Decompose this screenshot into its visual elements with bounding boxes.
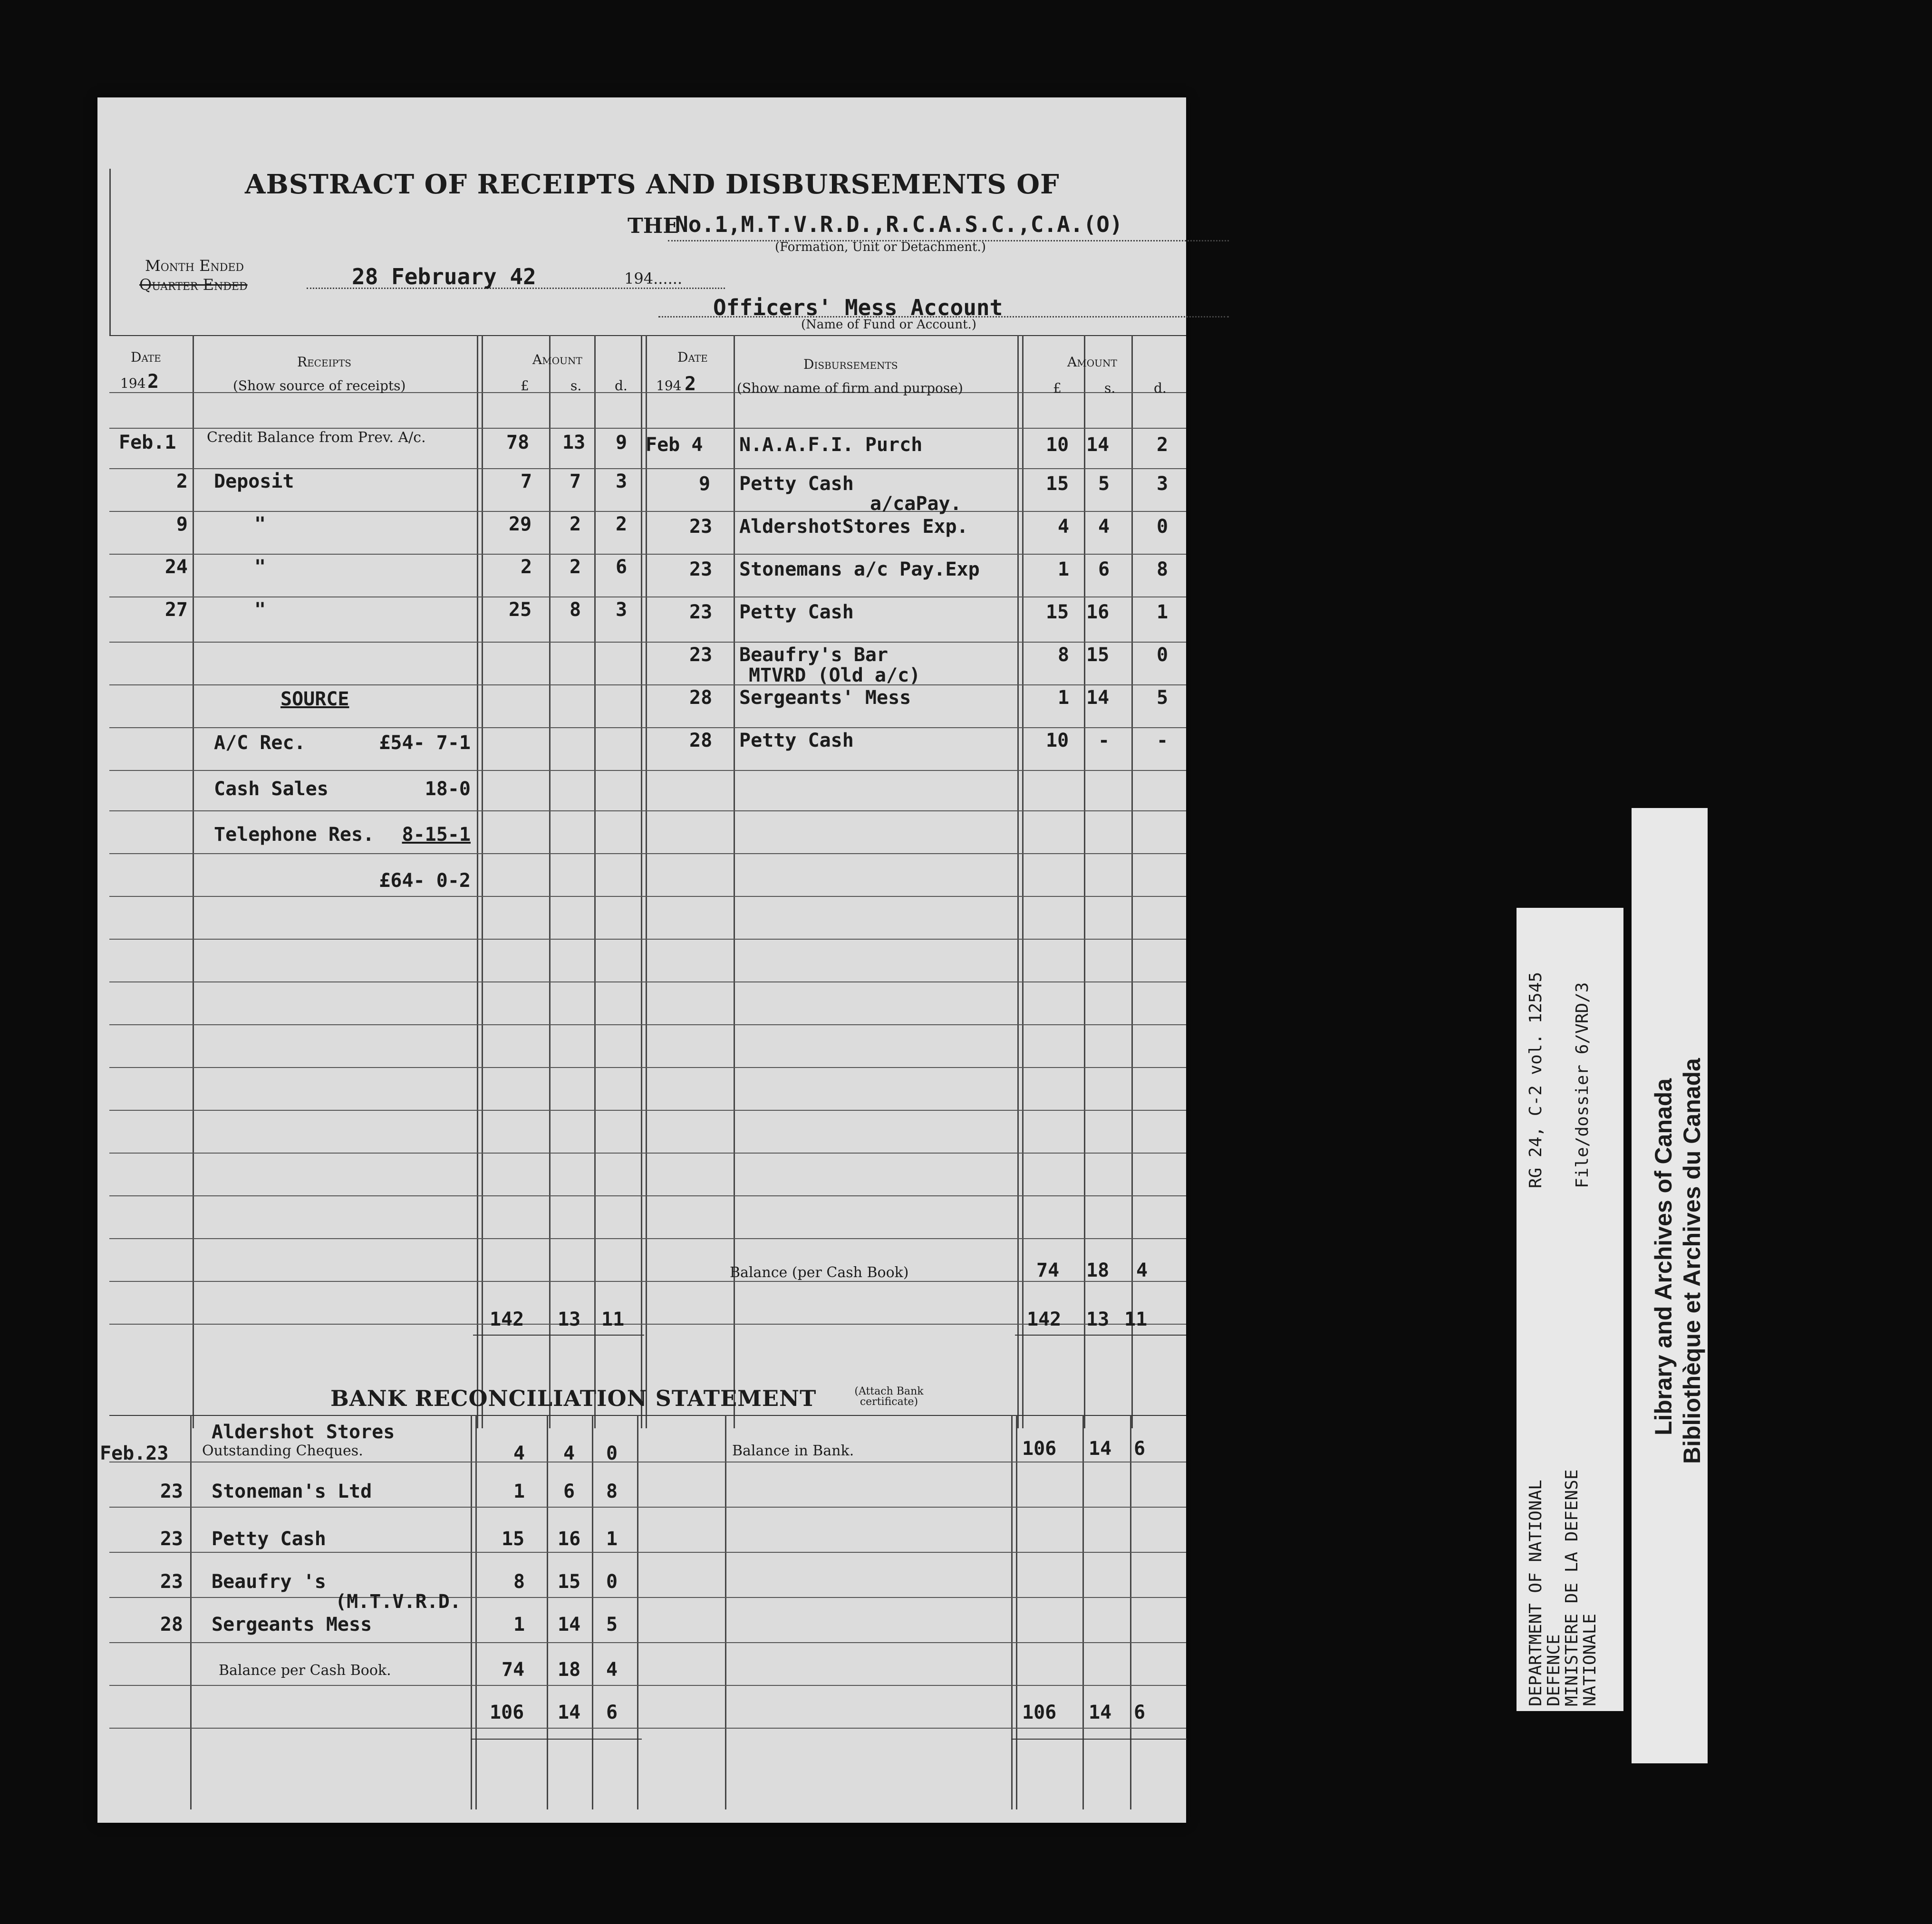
receipt-pounds: 7: [521, 471, 532, 492]
disb-total-pounds: 142: [1027, 1308, 1062, 1330]
receipt-desc: Deposit: [214, 471, 294, 492]
source-total: £64- 0-2: [379, 870, 471, 892]
disb-shillings: 5: [1098, 473, 1110, 495]
account-caption: (Name of Fund or Account.): [801, 317, 976, 332]
year-prefix-left: 194: [120, 375, 146, 391]
disb-pence: 0: [1157, 644, 1169, 666]
bank-row-pence: 5: [606, 1614, 618, 1635]
receipts-total-pounds: 142: [490, 1308, 524, 1330]
receipts-total-shillings: 13: [558, 1308, 581, 1330]
archive-file: File/dossier 6/VRD/3: [1573, 982, 1592, 1188]
disb-desc: Petty Cash: [739, 730, 854, 751]
disb-pounds: 4: [1058, 516, 1070, 538]
date-value: 28 February 42: [352, 264, 536, 289]
disb-pence: 3: [1157, 473, 1169, 495]
shillings-left: s.: [570, 378, 582, 394]
disb-date: 23: [689, 516, 713, 538]
disb-date: 9: [699, 473, 711, 495]
source-label: Telephone Res.: [214, 824, 375, 846]
disb-date: 23: [689, 601, 713, 623]
account-name: Officers' Mess Account: [713, 295, 1003, 320]
receipt-desc: ": [254, 556, 266, 578]
bank-row-note: (M.T.V.R.D.: [335, 1591, 461, 1613]
receipt-date: 27: [164, 599, 188, 621]
bank-row-desc: Aldershot Stores: [212, 1421, 395, 1443]
bank-balance-shillings: 18: [558, 1659, 581, 1681]
bank-row-shillings: 6: [563, 1481, 575, 1502]
disb-note: MTVRD (Old a/c): [749, 664, 921, 686]
receipt-pounds: 2: [521, 556, 532, 578]
disb-desc: AldershotStores Exp.: [739, 516, 968, 538]
disb-date: Feb 4: [646, 434, 703, 456]
bank-row-shillings: 14: [558, 1614, 581, 1635]
bank-row-pence: 8: [606, 1481, 618, 1502]
bank-row-pounds: 15: [502, 1528, 525, 1550]
bank-row-date: Feb.23: [100, 1443, 169, 1464]
pounds-left: £: [521, 378, 529, 394]
bank-heading: BANK RECONCILIATION STATEMENT: [330, 1385, 817, 1411]
receipt-shillings: 2: [570, 513, 581, 535]
disb-shillings: 4: [1098, 516, 1110, 538]
receipt-pence: 2: [616, 513, 628, 535]
disb-total-pence: 11: [1124, 1308, 1148, 1330]
receipt-pence: 3: [616, 471, 628, 492]
disb-pence: 0: [1157, 516, 1169, 538]
pence-right: d.: [1154, 380, 1167, 396]
disb-pounds: 10: [1046, 434, 1069, 456]
receipt-desc: ": [254, 599, 266, 621]
disb-pounds: 8: [1058, 644, 1070, 666]
the-prefix: THE: [628, 214, 679, 238]
shillings-right: s.: [1104, 380, 1116, 396]
disb-pence: 5: [1157, 687, 1169, 709]
balance-in-bank-shillings: 14: [1089, 1438, 1112, 1460]
bank-total-left-pounds: 106: [490, 1702, 524, 1723]
bank-total-right-pounds: 106: [1022, 1702, 1057, 1723]
receipt-pence: 9: [616, 432, 628, 453]
lac-name-en: Library and Archives of Canada: [1650, 1078, 1677, 1435]
receipt-shillings: 13: [562, 432, 586, 453]
archive-dept-line-4: NATIONALE: [1580, 1613, 1600, 1706]
receipts-subheader: (Show source of receipts): [233, 378, 406, 394]
archive-ref: RG 24, C-2 vol. 12545: [1526, 972, 1546, 1188]
receipt-desc: ": [254, 513, 266, 535]
balance-pounds: 74: [1036, 1260, 1060, 1281]
disb-desc: Stonemans a/c Pay.Exp: [739, 558, 980, 580]
attach-note: (Attach Bank certificate): [854, 1385, 924, 1408]
bank-row-desc: Sergeants Mess: [212, 1614, 372, 1635]
date-header: Date: [131, 349, 161, 365]
disb-pence: 8: [1157, 558, 1169, 580]
balance-shillings: 18: [1086, 1260, 1110, 1281]
unit-caption: (Formation, Unit or Detachment.): [775, 240, 986, 254]
bank-balance-pence: 4: [606, 1659, 618, 1681]
bank-balance-cash-book-label: Balance per Cash Book.: [219, 1662, 391, 1679]
disb-pounds: 15: [1046, 473, 1069, 495]
form-title: ABSTRACT OF RECEIPTS AND DISBURSEMENTS OF: [245, 169, 1060, 200]
archive-dept-line-1: DEPARTMENT OF NATIONAL: [1526, 1480, 1546, 1706]
pounds-right: £: [1053, 380, 1062, 396]
source-value: 8-15-1: [402, 824, 471, 846]
year-digit-left: 2: [147, 371, 159, 393]
disb-desc: Petty Cash: [739, 601, 854, 623]
bank-row-date: 28: [160, 1614, 183, 1635]
disb-desc: Petty Cash: [739, 473, 854, 495]
receipt-date: Feb.1: [119, 432, 176, 453]
disb-pounds: 1: [1058, 558, 1070, 580]
bank-row-date: 23: [160, 1571, 183, 1593]
receipts-header: Receipts: [297, 354, 351, 370]
receipt-pence: 3: [616, 599, 628, 621]
disbursements-subheader: (Show name of firm and purpose): [737, 380, 963, 396]
year-digit-right: 2: [685, 373, 696, 395]
disb-shillings: -: [1098, 730, 1110, 751]
disb-date: 28: [689, 687, 713, 709]
bank-total-left-shillings: 14: [558, 1702, 581, 1723]
month-ended-label: Month Ended: [145, 257, 244, 275]
balance-pence: 4: [1136, 1260, 1148, 1281]
bank-row-shillings: 4: [563, 1443, 575, 1464]
bank-row-pence: 0: [606, 1571, 618, 1593]
receipt-shillings: 2: [570, 556, 581, 578]
disb-shillings: 14: [1086, 687, 1110, 709]
bank-total-left-pence: 6: [606, 1702, 618, 1723]
balance-in-bank-label: Balance in Bank.: [732, 1443, 854, 1459]
lac-name-fr: Bibliothèque et Archives du Canada: [1679, 1058, 1705, 1464]
disb-date: 23: [689, 644, 713, 666]
unit-name: No.1,M.T.V.R.D.,R.C.A.S.C.,C.A.(O): [675, 212, 1123, 237]
bank-row-shillings: 15: [558, 1571, 581, 1593]
receipt-pence: 6: [616, 556, 628, 578]
date-header-right: Date: [677, 349, 708, 365]
disbursements-header: Disbursements: [803, 356, 898, 372]
balance-cash-book-label: Balance (per Cash Book): [730, 1264, 909, 1281]
disb-pounds: 1: [1058, 687, 1070, 709]
receipt-pounds: 29: [509, 513, 532, 535]
source-value: £54- 7-1: [379, 732, 471, 754]
bank-row-pence: 1: [606, 1528, 618, 1550]
disb-desc: Sergeants' Mess: [739, 687, 911, 709]
bank-row-pounds: 1: [513, 1614, 525, 1635]
source-heading: SOURCE: [280, 688, 349, 710]
disb-pounds: 10: [1046, 730, 1069, 751]
disb-desc: N.A.A.F.I. Purch: [739, 434, 923, 456]
disb-note: a/caPay.: [870, 493, 962, 515]
balance-in-bank-pence: 6: [1134, 1438, 1146, 1460]
receipt-shillings: 8: [570, 599, 581, 621]
disb-date: 28: [689, 730, 713, 751]
disb-desc: Beaufry's Bar: [739, 644, 889, 666]
disb-shillings: 15: [1086, 644, 1110, 666]
bank-row-pounds: 8: [513, 1571, 525, 1593]
bank-row-shillings: 16: [558, 1528, 581, 1550]
bank-row-pounds: 4: [513, 1443, 525, 1464]
receipt-date: 2: [176, 471, 188, 492]
bank-row-pence: 0: [606, 1443, 618, 1464]
receipt-desc: Credit Balance from Prev. A/c.: [207, 429, 426, 446]
document-sheet: [97, 97, 1186, 1823]
outstanding-label: Outstanding Cheques.: [202, 1443, 363, 1459]
bank-row-date: 23: [160, 1481, 183, 1502]
archive-dept-line-2: DEFENCE: [1544, 1634, 1564, 1706]
bank-total-right-pence: 6: [1134, 1702, 1146, 1723]
pence-left: d.: [615, 378, 628, 394]
disb-total-shillings: 13: [1086, 1308, 1110, 1330]
disb-pounds: 15: [1046, 601, 1069, 623]
disb-pence: 1: [1157, 601, 1169, 623]
receipt-shillings: 7: [570, 471, 581, 492]
disb-shillings: 16: [1086, 601, 1110, 623]
year-prefix-right: 194: [656, 378, 682, 394]
archive-dept-line-3: MINISTERE DE LA DEFENSE: [1562, 1469, 1582, 1706]
bank-row-date: 23: [160, 1528, 183, 1550]
archive-reference-label: [1517, 908, 1623, 1711]
receipt-date: 9: [176, 513, 188, 535]
lac-label: [1632, 808, 1708, 1763]
source-label: Cash Sales: [214, 778, 328, 800]
year-suffix: 194......: [624, 269, 683, 288]
bank-row-desc: Petty Cash: [212, 1528, 326, 1550]
receipt-pounds: 78: [506, 432, 530, 453]
receipt-date: 24: [164, 556, 188, 578]
bank-row-desc: Stoneman's Ltd: [212, 1481, 372, 1502]
disb-date: 23: [689, 558, 713, 580]
bank-total-right-shillings: 14: [1089, 1702, 1112, 1723]
disb-pence: 2: [1157, 434, 1169, 456]
quarter-ended-label: Quarter Ended: [139, 276, 248, 294]
receipt-pounds: 25: [509, 599, 532, 621]
disb-pence: -: [1157, 730, 1169, 751]
amount-header-right: Amount: [1067, 354, 1117, 370]
balance-in-bank-pounds: 106: [1022, 1438, 1057, 1460]
bank-row-desc: Beaufry 's: [212, 1571, 326, 1593]
disb-shillings: 14: [1086, 434, 1110, 456]
disb-shillings: 6: [1098, 558, 1110, 580]
source-value: 18-0: [425, 778, 471, 800]
receipts-total-pence: 11: [601, 1308, 625, 1330]
bank-balance-pounds: 74: [502, 1659, 525, 1681]
bank-row-pounds: 1: [513, 1481, 525, 1502]
amount-header-left: Amount: [532, 352, 582, 367]
source-label: A/C Rec.: [214, 732, 306, 754]
